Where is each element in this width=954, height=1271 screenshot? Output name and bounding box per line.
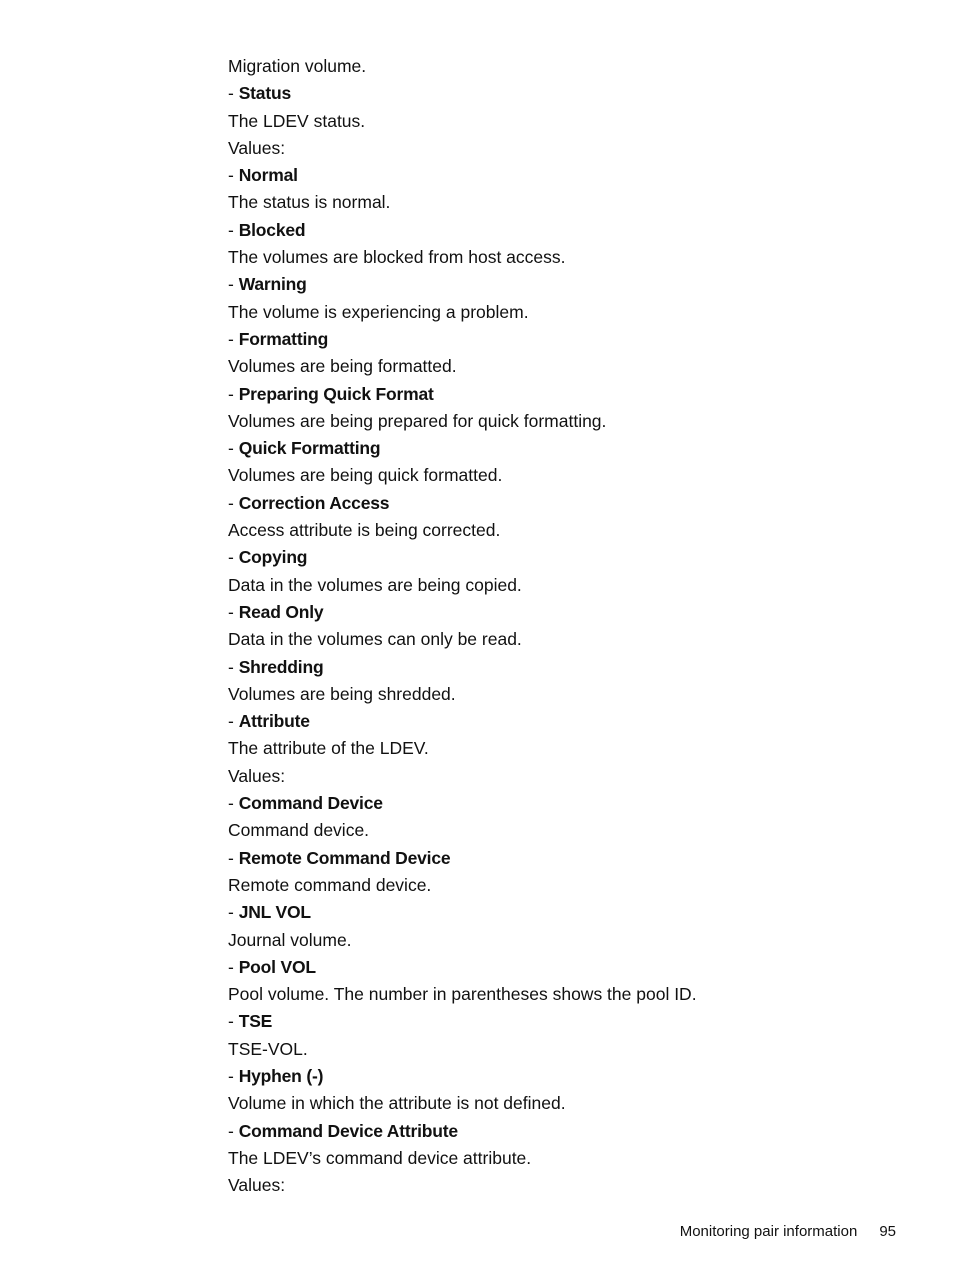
term-heading	[228, 1118, 908, 1145]
term-heading	[228, 490, 908, 517]
term-heading	[228, 599, 908, 626]
term-dash: -	[228, 438, 239, 459]
term-dash: -	[228, 1011, 239, 1032]
term-heading	[228, 845, 908, 872]
description-text: The volume is experiencing a problem.	[228, 301, 529, 322]
term-label: Hyphen (-)	[238, 1065, 324, 1086]
description-text: Migration volume.	[228, 56, 367, 76]
description-text: Volumes are being prepared for quick formatting.	[228, 410, 607, 431]
term-label: Read Only	[238, 601, 324, 622]
term-heading	[228, 954, 908, 981]
term-heading	[228, 654, 908, 681]
term-heading	[228, 217, 908, 244]
description-text: Pool volume. The number in parentheses shows the pool ID.	[228, 984, 697, 1005]
description-text: Values:	[228, 137, 286, 158]
term-label: Copying	[238, 547, 308, 568]
description-text: Journal volume.	[228, 929, 352, 950]
term-label: Normal	[238, 165, 298, 186]
description-text: Data in the volumes are being copied.	[228, 574, 522, 595]
description-text: The LDEV status.	[228, 110, 366, 131]
term-label: JNL VOL	[238, 902, 311, 923]
description-text: Command device.	[228, 820, 370, 841]
term-dash: -	[228, 547, 239, 568]
term-label: Command Device	[238, 793, 383, 814]
term-dash: -	[228, 601, 239, 622]
term-dash: -	[228, 902, 239, 923]
description-text: Volumes are being formatted.	[228, 356, 457, 377]
term-heading	[228, 162, 908, 189]
page-number: 95	[879, 1223, 896, 1240]
description-text: Values:	[228, 1175, 286, 1196]
description-text: Data in the volumes can only be read.	[228, 629, 522, 650]
term-label: Formatting	[238, 328, 329, 349]
term-dash: -	[228, 492, 239, 513]
term-dash: -	[228, 219, 239, 240]
term-dash: -	[228, 711, 239, 732]
term-dash: -	[228, 165, 239, 186]
description-text: Remote command device.	[228, 874, 432, 895]
term-dash: -	[228, 793, 239, 814]
term-heading	[228, 271, 908, 298]
term-dash: -	[228, 328, 239, 349]
term-heading	[228, 1063, 908, 1090]
footer-section-title: Monitoring pair information	[679, 1223, 858, 1240]
term-label: Remote Command Device	[238, 847, 451, 868]
term-label: Quick Formatting	[238, 438, 381, 459]
term-heading	[228, 1008, 908, 1035]
term-label: Pool VOL	[238, 956, 316, 977]
description-text: TSE-VOL.	[228, 1038, 308, 1059]
page-footer	[680, 1221, 896, 1243]
description-text: Volume in which the attribute is not defined.	[228, 1093, 566, 1114]
term-heading	[228, 435, 908, 462]
term-dash: -	[228, 1065, 239, 1086]
term-label: Shredding	[238, 656, 324, 677]
term-heading	[228, 381, 908, 408]
description-text: The attribute of the LDEV.	[228, 738, 429, 759]
term-heading	[228, 544, 908, 571]
term-label: Correction Access	[238, 492, 390, 513]
term-heading	[228, 899, 908, 926]
description-text: Volumes are being shredded.	[228, 683, 456, 704]
description-text: The volumes are blocked from host access.	[228, 247, 566, 268]
description-text: Volumes are being quick formatted.	[228, 465, 503, 486]
term-heading	[228, 80, 908, 107]
document-body	[228, 53, 908, 1199]
term-dash: -	[228, 956, 239, 977]
term-heading	[228, 790, 908, 817]
term-dash: -	[228, 1120, 239, 1141]
term-heading	[228, 708, 908, 735]
term-label: Warning	[238, 274, 307, 295]
term-label: Attribute	[238, 711, 310, 732]
term-dash: -	[228, 383, 239, 404]
term-dash: -	[228, 847, 239, 868]
term-label: Blocked	[238, 219, 306, 240]
term-label: Command Device Attribute	[238, 1120, 458, 1141]
term-label: Status	[238, 83, 291, 104]
description-text: The status is normal.	[228, 192, 391, 213]
term-label: TSE	[238, 1011, 273, 1032]
term-heading	[228, 326, 908, 353]
description-text: Access attribute is being corrected.	[228, 520, 501, 541]
term-dash: -	[228, 83, 239, 104]
term-dash: -	[228, 656, 239, 677]
description-text: The LDEV’s command device attribute.	[228, 1147, 532, 1168]
description-text: Values:	[228, 765, 286, 786]
term-label: Preparing Quick Format	[238, 383, 434, 404]
term-dash: -	[228, 274, 239, 295]
